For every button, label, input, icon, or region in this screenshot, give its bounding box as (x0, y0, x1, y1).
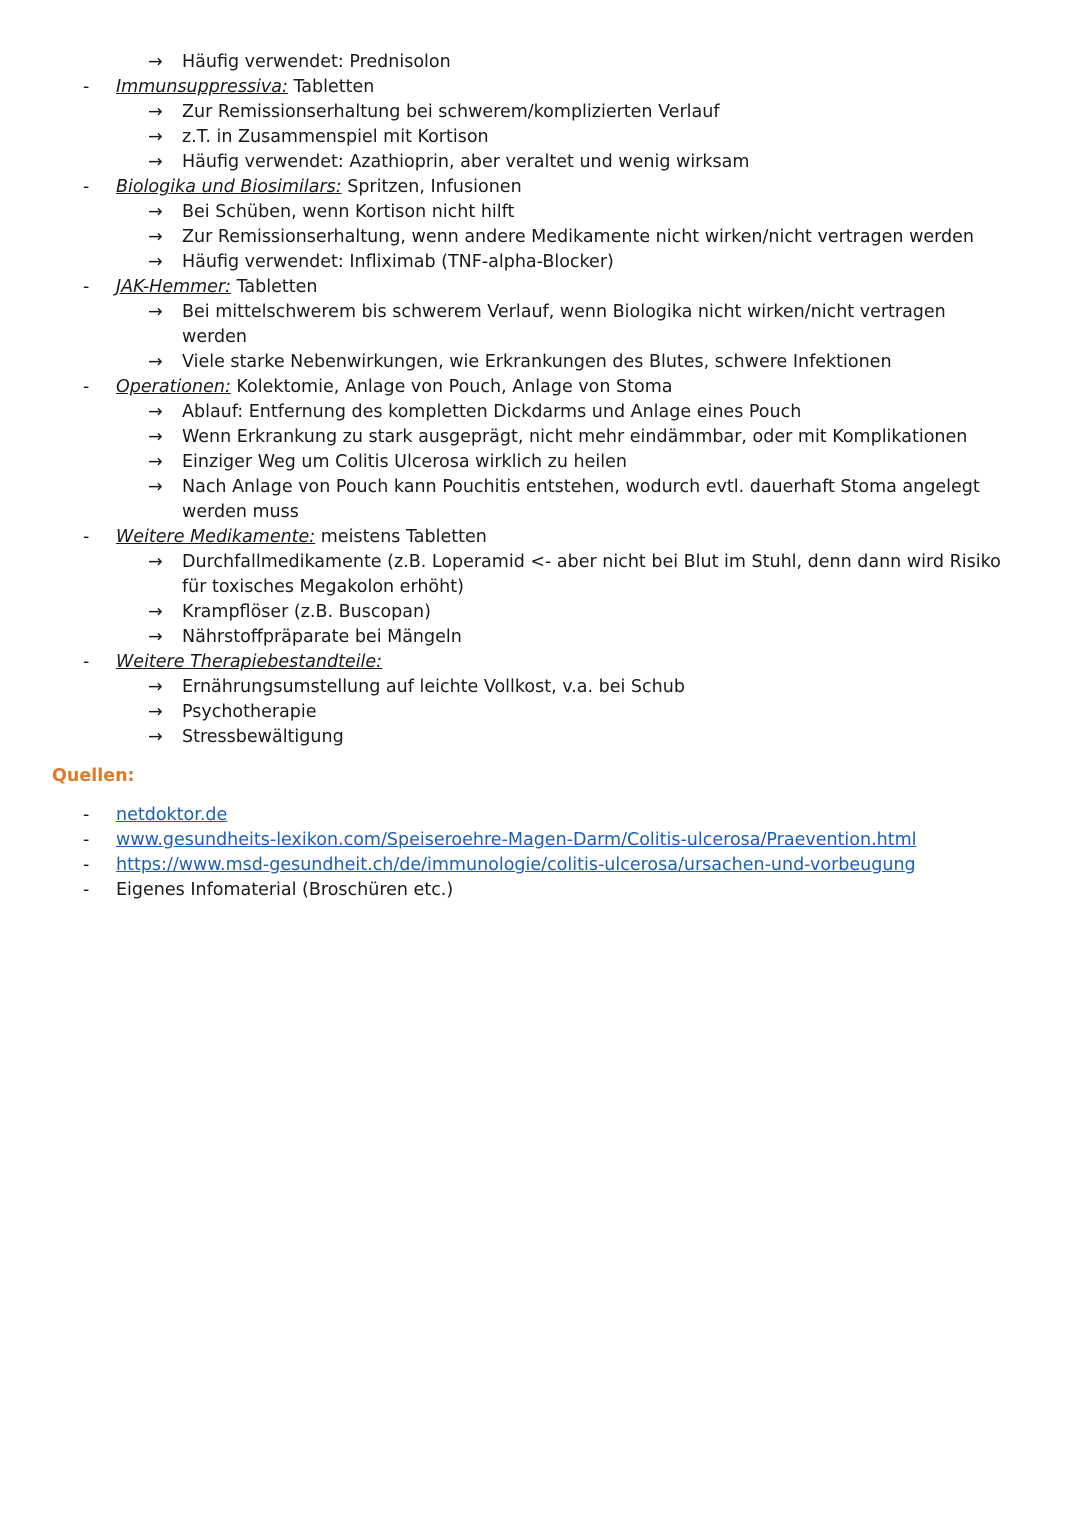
list-item (0, 550, 1080, 575)
list-item (0, 475, 1080, 500)
sub-item-text: Durchfallmedikamente (z.B. Loperamid <- aber nicht bei Blut im Stuhl, denn dann wird Risiko (182, 552, 1001, 572)
sub-item-text: Viele starke Nebenwirkungen, wie Erkrankungen des Blutes, schwere Infektionen (182, 352, 892, 372)
list-item (0, 250, 1080, 275)
sub-item-text: Nährstoffpräparate bei Mängeln (182, 627, 462, 647)
arrow-icon: → (148, 552, 163, 572)
main-item-term: Weitere Therapiebestandteile: (116, 652, 383, 672)
list-item (0, 650, 1080, 675)
sub-item-text: Psychotherapie (182, 702, 317, 722)
dash-bullet: - (83, 855, 90, 875)
list-item (0, 725, 1080, 750)
arrow-icon: → (148, 702, 163, 722)
main-item-text: Tabletten (287, 77, 375, 97)
list-item (0, 50, 1080, 75)
source-link[interactable]: www.gesundheits-lexikon.com/Speiseroehre-Magen-Darm/Colitis-ulcerosa/Praevention.html (116, 830, 917, 850)
source-link[interactable]: https://www.msd-gesundheit.ch/de/immunologie/colitis-ulcerosa/ursachen-und-vorbeugung (116, 855, 916, 875)
arrow-icon: → (148, 727, 163, 747)
list-item (0, 525, 1080, 550)
list-item (0, 200, 1080, 225)
main-item-text: Spritzen, Infusionen (341, 177, 522, 197)
dash-bullet: - (83, 830, 90, 850)
list-item (0, 175, 1080, 200)
sub-item-text: Nach Anlage von Pouch kann Pouchitis entstehen, wodurch evtl. dauerhaft Stoma angelegt (182, 477, 980, 497)
section-gap (0, 789, 1080, 803)
main-item (116, 275, 317, 300)
sub-item-text: Krampflöser (z.B. Buscopan) (182, 602, 431, 622)
sub-item-text: z.T. in Zusammenspiel mit Kortison (182, 127, 489, 147)
main-item-term: Weitere Medikamente: (116, 527, 316, 547)
sub-item-text: Häufig verwendet: Infliximab (TNF-alpha-Blocker) (182, 252, 614, 272)
main-item (116, 650, 382, 675)
sub-item-text: für toxisches Megakolon erhöht) (182, 577, 464, 597)
main-item-text: meistens Tabletten (315, 527, 487, 547)
list-item (0, 375, 1080, 400)
list-item-continuation (0, 325, 1080, 350)
list-item (0, 450, 1080, 475)
list-item (0, 425, 1080, 450)
list-item (0, 625, 1080, 650)
sub-item-text: Häufig verwendet: Prednisolon (182, 52, 451, 72)
dash-bullet: - (83, 527, 90, 547)
list-item (0, 225, 1080, 250)
main-item-term: Biologika und Biosimilars: (116, 177, 342, 197)
main-item-term: JAK-Hemmer: (116, 277, 232, 297)
source-link[interactable]: netdoktor.de (116, 805, 228, 825)
arrow-icon: → (148, 227, 163, 247)
arrow-icon: → (148, 127, 163, 147)
list-item (0, 675, 1080, 700)
sub-item-text: Ablauf: Entfernung des kompletten Dickdarms und Anlage eines Pouch (182, 402, 802, 422)
section-gap (0, 750, 1080, 764)
list-item (0, 275, 1080, 300)
list-item-continuation (0, 500, 1080, 525)
dash-bullet: - (83, 805, 90, 825)
dash-bullet: - (83, 377, 90, 397)
main-item-text: Kolektomie, Anlage von Pouch, Anlage von Stoma (230, 377, 673, 397)
list-item (0, 600, 1080, 625)
source-item (0, 828, 1080, 853)
main-item (116, 525, 487, 550)
arrow-icon: → (148, 627, 163, 647)
sub-item-text: Ernährungsumstellung auf leichte Vollkost, v.a. bei Schub (182, 677, 685, 697)
list-item (0, 75, 1080, 100)
sub-item-text: Einziger Weg um Colitis Ulcerosa wirklich zu heilen (182, 452, 627, 472)
main-item-term: Immunsuppressiva: (116, 77, 288, 97)
list-item (0, 700, 1080, 725)
sub-item-text: werden muss (182, 502, 299, 522)
source-item (0, 803, 1080, 828)
sub-item-text: Wenn Erkrankung zu stark ausgeprägt, nicht mehr eindämmbar, oder mit Komplikationen (182, 427, 968, 447)
main-item (116, 375, 672, 400)
arrow-icon: → (148, 452, 163, 472)
dash-bullet: - (83, 277, 90, 297)
list-item (0, 125, 1080, 150)
source-text: Eigenes Infomaterial (Broschüren etc.) (116, 880, 454, 900)
sub-item-text: Zur Remissionserhaltung, wenn andere Medikamente nicht wirken/nicht vertragen werden (182, 227, 975, 247)
dash-bullet: - (83, 880, 90, 900)
dash-bullet: - (83, 177, 90, 197)
source-item (0, 878, 1080, 903)
sub-item-text: Bei mittelschwerem bis schwerem Verlauf, wenn Biologika nicht wirken/nicht vertragen (182, 302, 946, 322)
list-item (0, 300, 1080, 325)
arrow-icon: → (148, 302, 163, 322)
arrow-icon: → (148, 252, 163, 272)
main-item (116, 175, 522, 200)
list-item (0, 100, 1080, 125)
sub-item-text: Bei Schüben, wenn Kortison nicht hilft (182, 202, 515, 222)
arrow-icon: → (148, 427, 163, 447)
arrow-icon: → (148, 677, 163, 697)
list-item-continuation (0, 575, 1080, 600)
arrow-icon: → (148, 402, 163, 422)
sub-item-text: Zur Remissionserhaltung bei schwerem/komplizierten Verlauf (182, 102, 720, 122)
dash-bullet: - (83, 652, 90, 672)
dash-bullet: - (83, 77, 90, 97)
list-item (0, 350, 1080, 375)
list-item (0, 400, 1080, 425)
main-item (116, 75, 374, 100)
arrow-icon: → (148, 102, 163, 122)
arrow-icon: → (148, 52, 163, 72)
main-item-term: Operationen: (116, 377, 231, 397)
arrow-icon: → (148, 602, 163, 622)
sub-item-text: Häufig verwendet: Azathioprin, aber veraltet und wenig wirksam (182, 152, 750, 172)
arrow-icon: → (148, 202, 163, 222)
main-item-text: Tabletten (231, 277, 318, 297)
source-item (0, 853, 1080, 878)
arrow-icon: → (148, 477, 163, 497)
sources-heading: Quellen: (52, 766, 135, 786)
document-content (0, 50, 1080, 903)
arrow-icon: → (148, 152, 163, 172)
sources-heading-row (0, 764, 1080, 789)
sub-item-text: werden (182, 327, 247, 347)
arrow-icon: → (148, 352, 163, 372)
list-item (0, 150, 1080, 175)
sub-item-text: Stressbewältigung (182, 727, 344, 747)
